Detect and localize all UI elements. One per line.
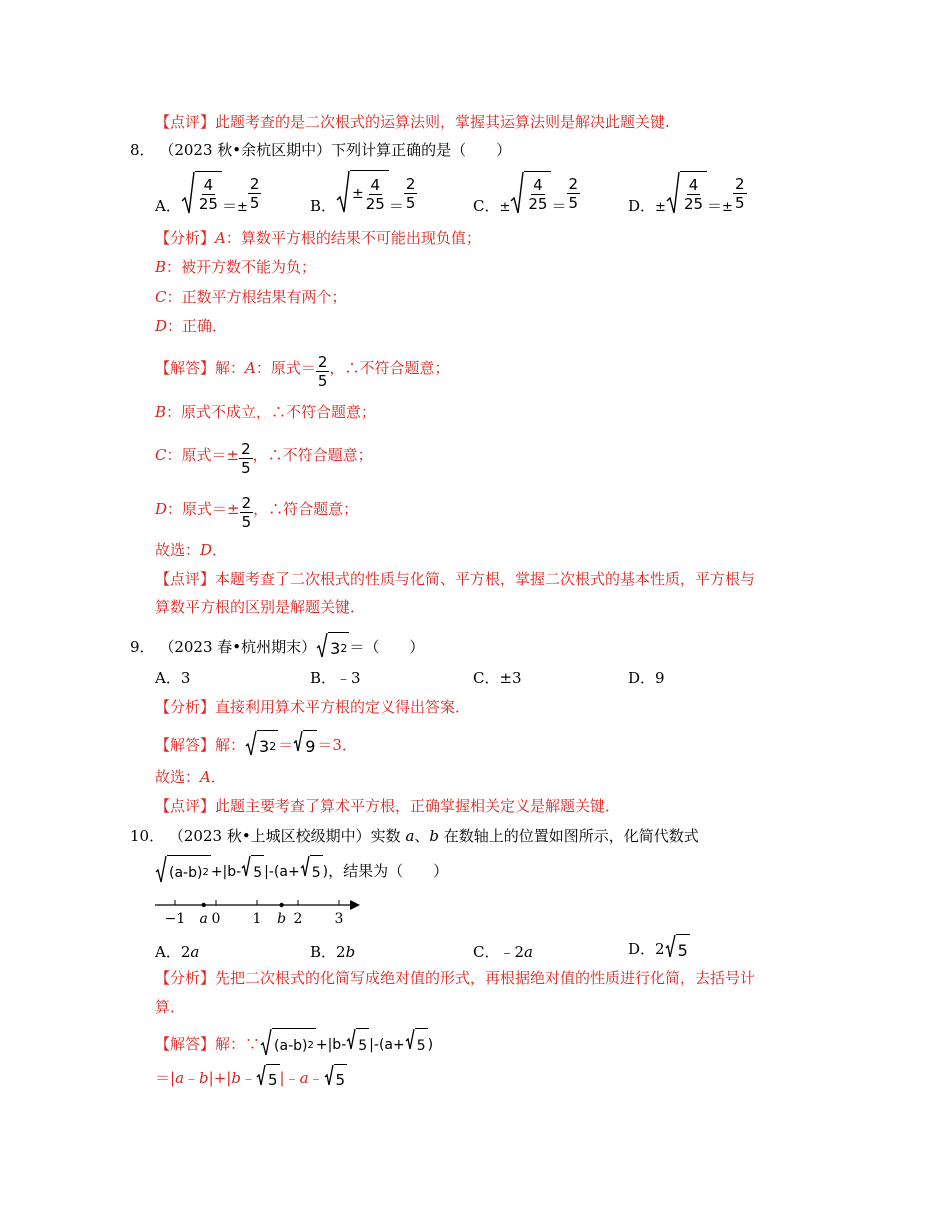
option-label: B．: [310, 669, 337, 687]
radicand: 5: [358, 1038, 368, 1054]
fraction-denominator: 25: [198, 194, 218, 213]
q9-option-d[interactable]: [628, 668, 665, 688]
equals-sign: ＝: [551, 197, 567, 215]
exponent: 2: [202, 867, 209, 878]
q10-option-b[interactable]: [310, 940, 355, 964]
radicand: 3: [259, 737, 270, 756]
step-variable: b: [231, 1069, 241, 1087]
step-part: |﹣: [279, 1069, 300, 1087]
number-line: [150, 893, 370, 933]
solution-text: ：原式＝±: [166, 446, 240, 464]
point-label-b: b: [277, 911, 287, 927]
plus-minus: ±: [236, 200, 248, 215]
option-tag: D: [155, 500, 168, 518]
radicand: 5: [335, 1071, 346, 1089]
separator: 、: [414, 827, 430, 845]
option-tag: C: [155, 446, 167, 464]
choose-answer: D: [200, 541, 213, 559]
sqrt-expression: [181, 171, 222, 215]
solution-label: 【解答】: [155, 1035, 216, 1053]
q8-comment-line1: [155, 569, 755, 589]
analysis-label: 【分析】: [155, 969, 216, 987]
option-value: 2: [655, 940, 665, 958]
solution-prefix: 解：: [215, 359, 246, 377]
fraction-denominator: 5: [734, 193, 745, 212]
q10-analysis-line2: [155, 997, 185, 1017]
analysis-label: 【分析】: [155, 698, 216, 716]
sqrt-expression: [405, 1028, 428, 1062]
expression-part: ): [322, 864, 329, 880]
question-number: 9．: [130, 638, 155, 656]
comment-label: 【点评】: [155, 570, 216, 588]
q10-option-a[interactable]: [155, 940, 199, 964]
option-label: C．: [473, 197, 500, 215]
option-label: C．: [473, 669, 500, 687]
solution-label: 【解答】: [155, 736, 216, 754]
step-part: |+|: [208, 1069, 232, 1087]
plus-minus: ±: [722, 200, 733, 215]
q10-solution-step: [155, 1064, 347, 1094]
question-text: ，结果为（ ）: [328, 862, 449, 880]
expression-part: ): [427, 1037, 434, 1053]
equals-sign: ＝: [707, 197, 723, 215]
step-part: ﹣: [240, 1069, 256, 1087]
q10-analysis-line1: [155, 968, 755, 988]
q9-stem: [130, 632, 424, 664]
q9-choose: [155, 767, 226, 787]
option-tag: A: [245, 359, 256, 377]
option-value: ±3: [499, 669, 522, 687]
radicand: 5: [253, 865, 263, 881]
analysis-text: 直接利用算术平方根的定义得出答案．: [215, 698, 471, 716]
step-part: ﹣: [184, 1069, 200, 1087]
point-a: [202, 903, 206, 907]
variable-a: a: [405, 827, 415, 845]
fraction-numerator: 2: [241, 494, 252, 512]
question-source: （2023 秋•余杭区期中）: [159, 141, 332, 159]
option-label: D．: [628, 197, 656, 215]
fraction-numerator: 2: [405, 174, 416, 193]
fraction-denominator: 5: [249, 193, 260, 212]
option-label: D．: [628, 669, 656, 687]
step-variable: b: [199, 1069, 209, 1087]
fraction-numerator: 4: [533, 175, 543, 194]
sqrt-expression: [241, 855, 264, 889]
arrow-head-icon: [350, 900, 360, 910]
tick-label: 1: [252, 911, 262, 927]
plus-minus: ±: [499, 200, 511, 215]
q8-comment-line2: [155, 597, 365, 617]
radicand: 3: [330, 639, 341, 658]
fraction-numerator: 2: [241, 440, 251, 458]
comment-text: 本题考查了二次根式的性质与化简、平方根，掌握二次根式的基本性质，平方根与: [215, 570, 756, 588]
q8-option-d[interactable]: [628, 170, 747, 216]
solution-text: ：原式＝±: [167, 500, 240, 518]
sqrt-expression: [324, 1064, 348, 1094]
expression-part: |-(a+: [369, 1037, 405, 1053]
q8-solution-a: [155, 346, 449, 390]
option-value: ﹣3: [336, 669, 361, 687]
exponent: 2: [269, 740, 277, 753]
option-variable: a: [190, 943, 200, 961]
option-value: 9: [655, 669, 665, 687]
solution-text: ，∴不符合题意；: [329, 359, 450, 377]
fraction-denominator: 25: [365, 194, 385, 213]
fraction-numerator: 4: [688, 175, 699, 194]
comment-text: 算数平方根的区别是解题关键．: [155, 598, 366, 616]
solution-text: ，∴不符合题意；: [252, 446, 373, 464]
sqrt-expression: [256, 1064, 280, 1094]
choose-answer: A: [200, 768, 211, 786]
sqrt-expression: [346, 1028, 369, 1062]
fraction-numerator: 4: [370, 175, 381, 194]
equals-sign: ＝: [388, 197, 404, 215]
option-value: ﹣2: [499, 943, 525, 961]
q7-comment: [155, 112, 670, 132]
comment-label: 【点评】: [155, 113, 216, 131]
option-label: B．: [310, 197, 337, 215]
fraction-denominator: 5: [317, 372, 328, 390]
sqrt-expression: [300, 855, 323, 889]
q10-stem: [130, 826, 699, 846]
fraction-numerator: 4: [203, 175, 214, 194]
option-variable: a: [524, 943, 533, 961]
fraction-denominator: 25: [683, 194, 704, 213]
exponent: 2: [340, 642, 348, 655]
option-label: A．: [155, 197, 181, 215]
sqrt-expression: [665, 934, 690, 966]
q8-analysis-a: [155, 228, 481, 248]
answer-fraction: [567, 175, 581, 212]
choose-end: ．: [210, 768, 226, 786]
q10-expression: [155, 855, 448, 889]
tick-label: 3: [334, 911, 344, 927]
radicand: 5: [267, 1071, 278, 1089]
tick-label: 0: [211, 911, 221, 927]
solution-text: ＝3．: [317, 736, 357, 754]
equals-sign: ＝: [221, 197, 237, 215]
sqrt-expression: [293, 730, 317, 762]
analysis-label: 【分析】: [155, 229, 216, 247]
solution-text: ：原式＝: [255, 359, 316, 377]
plus-minus: ±: [655, 200, 666, 215]
q9-option-b[interactable]: [310, 668, 361, 688]
expression-part: |-(a+: [264, 864, 300, 880]
sqrt-expression: [316, 632, 349, 664]
expression-part: +|b-: [210, 864, 242, 880]
question-number: 10．: [130, 827, 165, 845]
fraction-numerator: 2: [734, 174, 745, 193]
option-label: B．: [310, 943, 337, 961]
question-text: 实数: [370, 827, 406, 845]
q9-comment: [155, 796, 620, 816]
q8-solution-b: [155, 402, 376, 422]
solution-prefix: 解：: [215, 736, 246, 754]
q9-option-c[interactable]: [473, 668, 522, 688]
sqrt-expression: [510, 171, 551, 215]
option-label: D．: [628, 940, 656, 958]
analysis-text: ：被开方数不能为负；: [166, 258, 317, 276]
fraction-denominator: 5: [241, 459, 251, 477]
step-variable: a: [299, 1069, 309, 1087]
sqrt-expression: [245, 730, 278, 762]
step-part: ﹣: [308, 1069, 324, 1087]
option-tag: C: [155, 288, 167, 306]
comment-label: 【点评】: [155, 797, 216, 815]
q8-option-c[interactable]: [473, 170, 580, 216]
tick-label: −1: [164, 911, 186, 927]
fraction-numerator: 2: [568, 174, 579, 193]
option-value: 2: [180, 943, 191, 961]
option-label: A．: [155, 669, 181, 687]
fraction-denominator: 25: [528, 194, 548, 213]
answer-fraction: [239, 440, 253, 477]
option-tag: B: [155, 403, 167, 421]
radicand: (a-b): [169, 865, 203, 881]
step-variable: a: [175, 1069, 185, 1087]
analysis-text: 算．: [155, 998, 186, 1016]
option-tag: D: [155, 317, 168, 335]
option-label: A．: [155, 943, 181, 961]
analysis-text: 先把二次根式的化简写成绝对值的形式，再根据绝对值的性质进行化简，去括号计: [215, 969, 756, 987]
fraction-denominator: 5: [405, 193, 416, 212]
q9-analysis: [155, 697, 470, 717]
answer-fraction: [733, 175, 747, 212]
exponent: 2: [307, 1040, 314, 1051]
point-label-a: a: [199, 911, 208, 927]
analysis-text: ：算数平方根的结果不可能出现负值；: [225, 229, 481, 247]
radicand: 5: [416, 1038, 426, 1054]
q9-option-a[interactable]: [155, 668, 190, 688]
variable-b: b: [429, 827, 440, 845]
sqrt-expression: [155, 855, 211, 889]
question-source: （2023 秋•上城区校级期中）: [168, 827, 371, 845]
comment-text: 此题主要考查了算术平方根，正确掌握相关定义是解题关键．: [215, 797, 621, 815]
analysis-text: ：正数平方根结果有两个；: [166, 288, 347, 306]
fraction-denominator: 5: [568, 193, 579, 212]
solution-text: ：原式不成立，∴不符合题意；: [166, 403, 377, 421]
solution-label: 【解答】: [155, 359, 216, 377]
answer-fraction: [248, 175, 262, 212]
q8-option-a[interactable]: [155, 170, 261, 216]
answer-fraction: [240, 494, 254, 531]
choose-end: ．: [212, 541, 228, 559]
choose-prefix: 故选：: [155, 541, 201, 559]
option-value: 2: [336, 943, 346, 961]
option-label: C．: [473, 943, 500, 961]
option-value: 3: [180, 669, 191, 687]
q8-stem: [130, 140, 511, 160]
q8-analysis-c: [155, 287, 347, 307]
comment-text: 此题考查的是二次根式的运算法则，掌握其运算法则是解决此题关键.: [215, 113, 670, 131]
answer-fraction: [316, 353, 330, 390]
analysis-text: ：正确．: [167, 317, 228, 335]
sqrt-expression: [666, 171, 707, 215]
plus-minus: ±: [352, 186, 364, 202]
answer-fraction: [404, 175, 418, 212]
sqrt-expression: [336, 170, 389, 216]
question-text: ＝（ ）: [349, 638, 425, 656]
q10-solution: [155, 1028, 433, 1062]
sqrt-expression: [260, 1028, 316, 1062]
q10-option-d[interactable]: [628, 934, 690, 966]
fraction-numerator: 2: [317, 353, 328, 371]
q8-option-b[interactable]: [310, 170, 417, 216]
solution-prefix: 解：∵: [215, 1035, 261, 1053]
step-part: ＝|: [155, 1069, 176, 1087]
q8-analysis-d: [155, 316, 227, 336]
solution-text: ，∴符合题意；: [253, 500, 359, 518]
radicand: 9: [305, 737, 316, 756]
fraction-numerator: 2: [249, 174, 260, 193]
q8-choose: [155, 540, 227, 560]
question-text: 在数轴上的位置如图所示，化简代数式: [439, 827, 699, 845]
expression-part: +|b-: [315, 1037, 347, 1053]
option-tag: A: [215, 229, 226, 247]
q8-solution-d: [155, 487, 358, 531]
q8-solution-c: [155, 433, 373, 477]
radicand: (a-b): [274, 1038, 308, 1054]
q8-analysis-b: [155, 257, 316, 277]
radicand: 5: [311, 865, 321, 881]
option-tag: B: [155, 258, 167, 276]
option-variable: b: [345, 943, 356, 961]
fraction-denominator: 5: [241, 513, 252, 531]
q10-option-c[interactable]: [473, 940, 533, 964]
question-text: 下列计算正确的是（ ）: [331, 141, 512, 159]
question-source: （2023 春•杭州期末）: [159, 638, 317, 656]
choose-prefix: 故选：: [155, 768, 201, 786]
question-number: 8．: [130, 141, 155, 159]
point-b: [279, 903, 283, 907]
tick-label: 2: [293, 911, 303, 927]
q9-solution: 【解答】解： 3 2 ＝ 9 ＝3．: [155, 730, 357, 762]
radicand: 5: [677, 941, 688, 960]
